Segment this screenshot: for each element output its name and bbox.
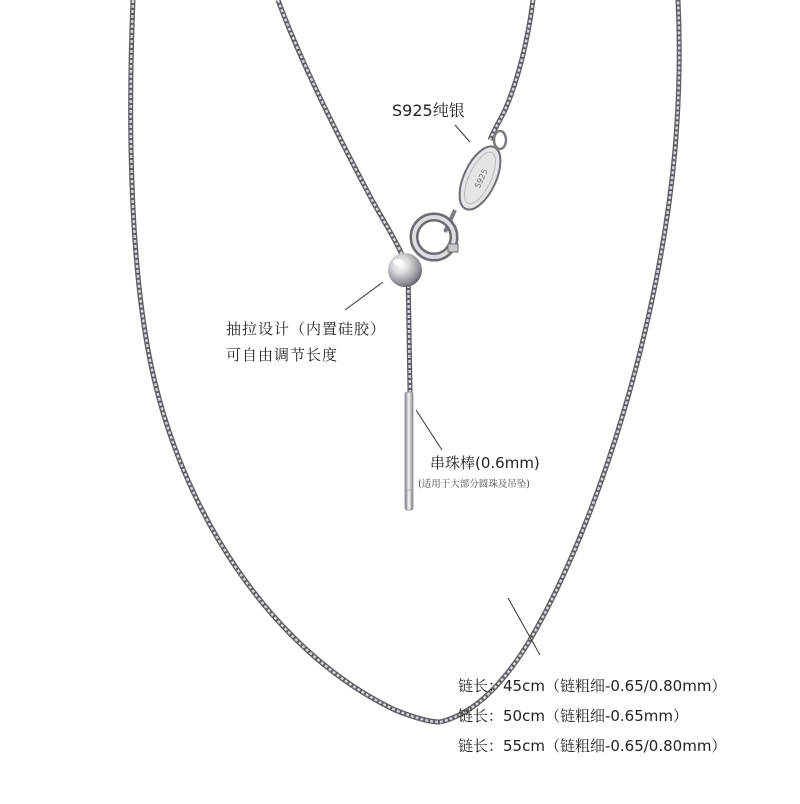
length-spec-55cm: 链长：55cm（链粗细-0.65/0.80mm） (458, 737, 727, 755)
chain-right-strand (440, 0, 679, 722)
bead-rod-label: 串珠棒(0.6mm) (430, 454, 540, 472)
material-label: S925纯银 (392, 101, 465, 120)
clasp-tag (451, 131, 509, 216)
pull-design-leader-line (345, 282, 383, 310)
pull-design-label: 抽拉设计（内置硅胶） (226, 320, 387, 338)
bead-rod-note: (适用于大部分圆珠及吊坠) (418, 479, 530, 490)
spring-ring-clasp (414, 210, 458, 257)
chain-inner-right-strand (490, 0, 533, 140)
chain-slider-strand (408, 270, 410, 392)
bead-rod (405, 392, 413, 510)
material-leader-line (455, 125, 470, 142)
length-spec-45cm: 链长：45cm（链粗细-0.65/0.80mm） (458, 677, 727, 695)
length-spec-50cm: 链长：50cm（链粗细-0.65mm） (458, 707, 688, 725)
tag-engraving: S925 (472, 167, 490, 190)
chain-inner-left-strand (278, 0, 405, 262)
adjustable-length-label: 可自由调节长度 (226, 346, 339, 364)
bead-rod-leader-line (416, 410, 442, 450)
slider-bead (388, 253, 422, 287)
